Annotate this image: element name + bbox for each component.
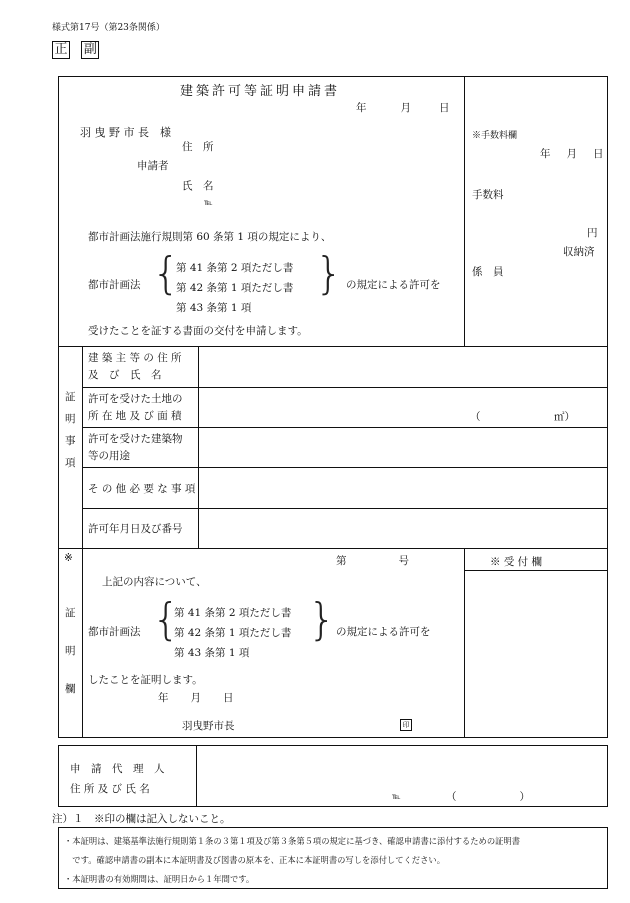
addressee: 羽 曳 野 市 長 様	[80, 126, 171, 139]
certification-date: 年 月 日	[158, 692, 234, 704]
fee-yen: 円	[587, 227, 598, 239]
copy-mark-duplicate: 副	[81, 41, 99, 59]
request-options: 第 41 条第 2 項ただし書 第 42 条第 1 項ただし書 第 43 条第 1 項	[176, 262, 294, 314]
certification-line1: 上記の内容について、	[102, 576, 207, 588]
applicant-tel-label: ℡	[204, 198, 213, 207]
copy-mark	[52, 41, 107, 59]
request-left-brace: {	[152, 248, 180, 299]
request-law: 都市計画法	[88, 279, 141, 291]
certification-side-label: 証 明 欄	[65, 607, 76, 695]
fee-date: 年 月 日	[540, 148, 604, 160]
applicant-label: 申請者	[137, 160, 169, 172]
request-suffix: の規定による許可を	[346, 279, 441, 291]
certification-line3: したことを証明します。	[88, 674, 203, 686]
certification-asterisk: ※	[64, 552, 73, 564]
fee-heading: ※手数料欄	[472, 131, 518, 141]
note-1: 注）１ ※印の欄は記入しないこと。	[52, 813, 231, 825]
fee-paid: 収納済	[563, 246, 595, 258]
proof-items-side-label: 証 明 事 項	[65, 391, 76, 469]
applicant-name-label: 氏 名	[182, 180, 214, 192]
copy-mark-original: 正	[52, 41, 70, 59]
proof-row-owner-label: 建 築 主 等 の 住 所 及 び 氏 名	[88, 352, 182, 381]
request-line3: 受けたことを証する書面の交付を申請します。	[88, 325, 308, 337]
certification-options: 第 41 条第 2 項ただし書 第 42 条第 1 項ただし書 第 43 条第 1 項	[174, 607, 292, 659]
proof-row-use-label: 許可を受けた建築物 等の用途	[88, 433, 183, 462]
notes-text: ・本証明は、建築基準法施行規則第１条の３第１項及び第３条第５項の規定に基づき、確認申請書に添付するための証明書 です。確認申請書の副本に本証明書及び図書の原本を、正本に本証明書の写しを添付してください。 ・本証明書の有効期間は、証明日から１年間です。	[64, 836, 521, 884]
agent-tel-paren: （ ）	[446, 791, 530, 803]
proof-row-land-label: 許可を受けた土地の 所 在 地 及 び 面 積	[88, 393, 183, 422]
application-date: 年 月 日	[356, 102, 450, 114]
proof-row-land-area: （ ㎡）	[470, 411, 575, 423]
fee-clerk: 係 員	[472, 266, 504, 278]
certification-number: 第 号	[336, 555, 409, 567]
certification-mayor: 羽曳野市長	[182, 720, 235, 732]
applicant-address-label: 住 所	[182, 141, 214, 153]
proof-row-other-label: そ の 他 必 要 な 事 項	[88, 483, 196, 495]
proof-row-permit-label: 許可年月日及び番号	[88, 523, 183, 535]
reception-heading: ※ 受 付 欄	[490, 556, 543, 568]
agent-tel-label: ℡	[392, 792, 401, 801]
request-right-brace: }	[315, 248, 343, 299]
request-line1: 都市計画法施行規則第 60 条第 1 項の規定により、	[88, 231, 332, 243]
certification-law: 都市計画法	[88, 626, 141, 638]
fee-label: 手数料	[472, 189, 504, 201]
mayor-seal: 印	[400, 718, 412, 731]
certification-right-brace: }	[308, 594, 336, 645]
certification-left-brace: {	[152, 594, 180, 645]
form-number: 様式第17号（第23条関係）	[52, 23, 165, 33]
certification-suffix: の規定による許可を	[336, 626, 431, 638]
form-title: 建築許可等証明申請書	[180, 84, 341, 99]
agent-label: 申 請 代 理 人 住 所 及 び 氏 名	[70, 763, 165, 795]
